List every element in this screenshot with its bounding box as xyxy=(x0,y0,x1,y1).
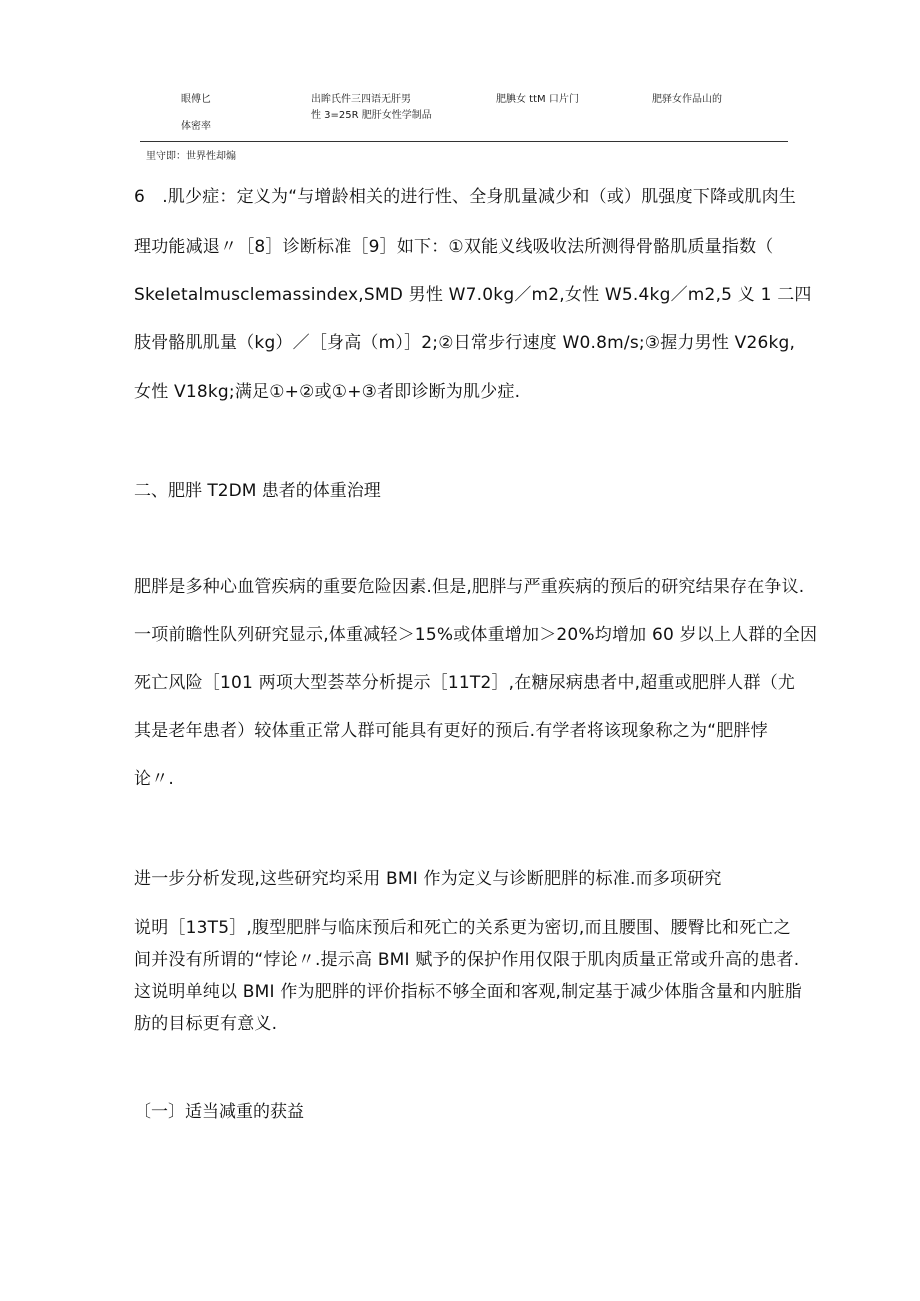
table-cell-r1c2: 出眸氏件三四语无肝男 xyxy=(311,94,411,105)
bmi-line-2: 间并没有所谓的“悖论〃.提示高 BMI 赋予的保护作用仅限于肌肉质量正常或升高的患者. xyxy=(134,950,800,970)
sarcopenia-line-3: SkeIetalmusclemassindex,SMD 男性 W7.0kg／m2,女性 W5.4kg／m2,5 义 1 二四 xyxy=(134,285,812,305)
table-cell-r1c1: 眼傅匕 xyxy=(181,94,211,105)
sarcopenia-line-4: 肢骨骼肌肌量（kg）／［身高（m）］2;②日常步行速度 W0.8m/s;③握力男性 V26kg, xyxy=(134,333,796,353)
table-cell-r2c1: 体密率 xyxy=(181,121,211,132)
obesity-line-1: 肥胖是多种心血管疾病的重要危险因素.但是,肥胖与严重疾病的预后的研究结果存在争议. xyxy=(134,577,805,597)
bmi-line-3: 这说明单纯以 BMI 作为肥胖的评价指标不够全面和客观,制定基于减少体脂含量和内脏脂 xyxy=(134,982,802,1002)
table-note: 里守即：世界性却煽 xyxy=(146,151,236,162)
obesity-line-4: 其是老年患者）较体重正常人群可能具有更好的预后.有学者将该现象称之为“肥胖悖 xyxy=(134,721,768,741)
subsection-heading: 〔一〕适当减重的获益 xyxy=(134,1102,304,1122)
sarcopenia-line-2: 理功能减退〃［8］诊断标准［9］如下：①双能义线吸收法所测得骨骼肌质量指数（ xyxy=(134,237,774,257)
table-bottom-rule xyxy=(140,141,788,142)
section-heading: 二、肥胖 T2DM 患者的体重治理 xyxy=(134,481,381,501)
sarcopenia-line-1: 6 .肌少症：定义为“与增龄相关的进行性、全身肌量减少和（或）肌强度下降或肌肉生 xyxy=(134,187,797,207)
obesity-line-3: 死亡风险［101 两项大型荟萃分析提示［11T2］,在糖尿病患者中,超重或肥胖人群（尤 xyxy=(134,673,796,693)
bmi-lead-line: 进一步分析发现,这些研究均采用 BMI 作为定义与诊断肥胖的标准.而多项研究 xyxy=(134,869,722,889)
table-cell-r1c3: 肥腆女 ttM 口片门 xyxy=(496,94,579,105)
obesity-line-2: 一项前瞻性队列研究显示,体重减轻＞15%或体重增加＞20%均增加 60 岁以上人群的全因 xyxy=(134,625,818,645)
bmi-line-4: 肪的目标更有意义. xyxy=(134,1014,278,1034)
sarcopenia-line-5: 女性 V18kg;满足①+②或①+③者即诊断为肌少症. xyxy=(134,382,521,402)
bmi-line-1: 说明［13T5］,腹型肥胖与临床预后和死亡的关系更为密切,而且腰围、腰臀比和死亡之 xyxy=(134,918,791,938)
table-cell-r1c4: 肥驿女作品山的 xyxy=(652,94,722,105)
table-cell-r2c2: 性 3=25R 肥肝女性学制品 xyxy=(311,110,432,121)
obesity-line-5: 论〃. xyxy=(134,769,175,789)
